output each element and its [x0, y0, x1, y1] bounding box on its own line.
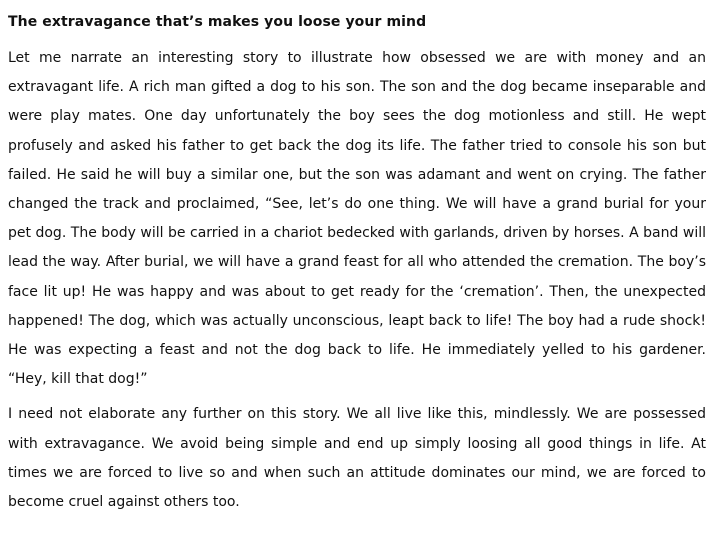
- reflection-paragraph: I need not elaborate any further on this story. We all live like this, mindlessly. We are possessed with extravagance. We avoid being simple and end up simply loosing all good things in life. At times we are forced to live so and when such an attitude dominates our mind, we are forced to become cruel against others too.: [8, 406, 706, 511]
- story-paragraph: Let me narrate an interesting story to illustrate how obsessed we are with money and an extravagant life. A rich man gifted a dog to his son. The son and the dog became inseparable and were play mates. One day unfortunately the boy sees the dog motionless and still. He wept profusely and asked his father to get back the dog its life. The father tried to console his son but failed. He said he will buy a similar one, but the son was adamant and went on crying. The father changed the track and proclaimed, “See, let’s do one thing. We will have a grand burial for your pet dog. The body will be carried in a chariot bedecked with garlands, driven by horses. A band will lead the way. After burial, we will have a grand feast for all who attended the cremation. The boy’s face lit up! He was happy and was about to get ready for the ‘cremation’. Then, the unexpected happened! The dog, which was actually unconscious, leapt back to life! The boy had a rude shock! He was expecting a feast and not the dog back to life. He immediately yelled to his gardener. “Hey, kill that dog!”: [8, 50, 706, 388]
- document-title: The extravagance that’s makes you loose your mind: [8, 14, 427, 30]
